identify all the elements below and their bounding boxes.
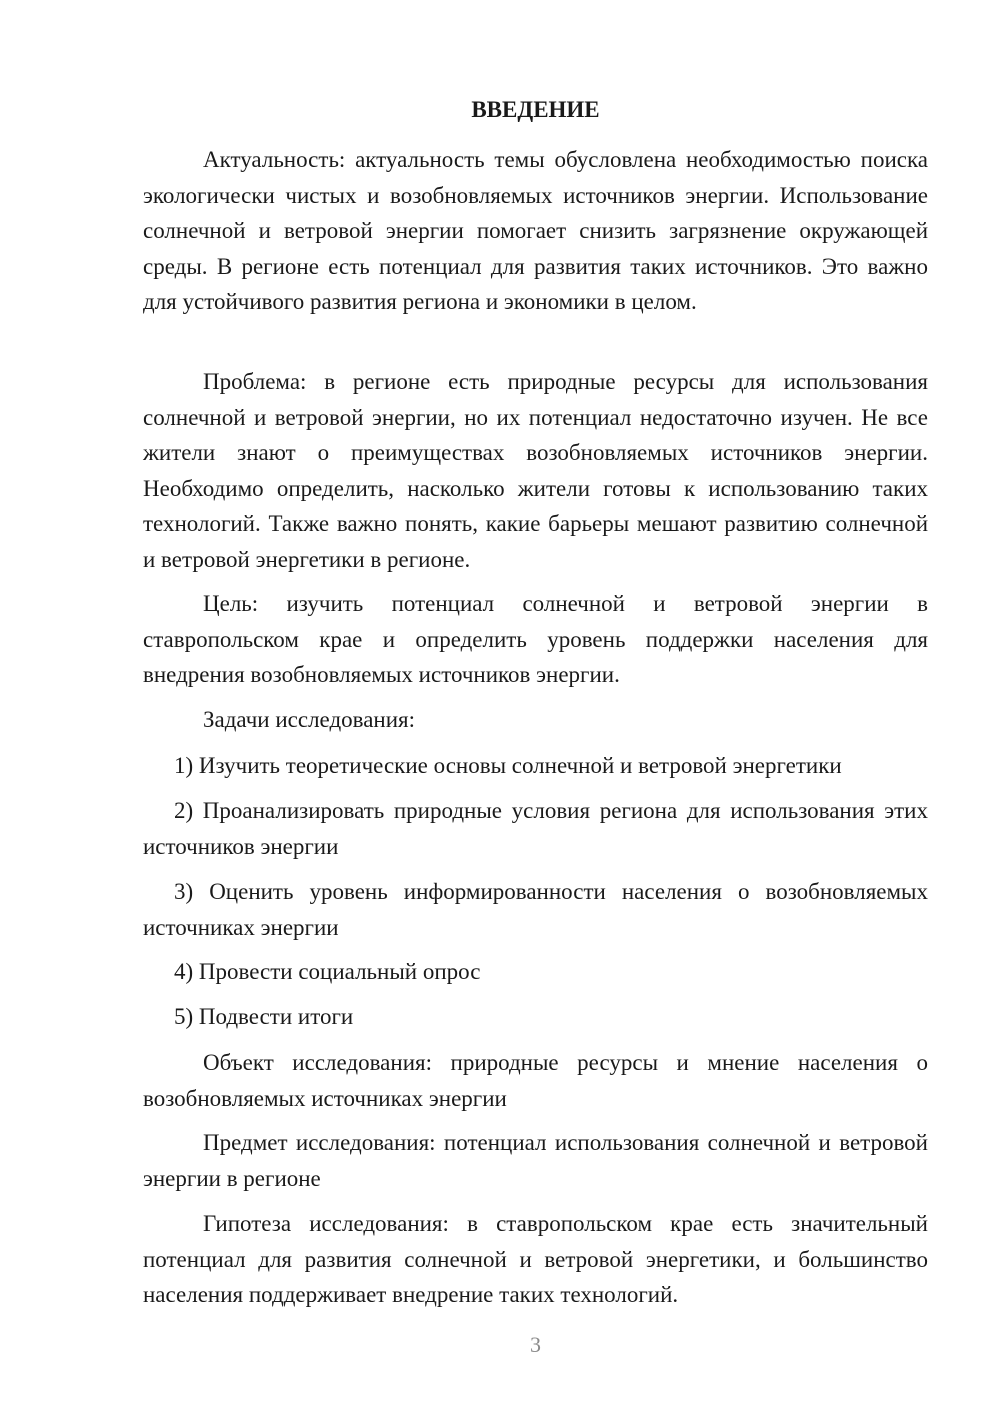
- paragraph-subject: Предмет исследования: потенциал использования солнечной и ветровой энергии в регионе: [143, 1130, 928, 1191]
- paragraph-tasks-heading: Задачи исследования:: [203, 707, 416, 732]
- paragraph-object: Объект исследования: природные ресурсы и мнение населения о возобновляемых источниках энергии: [143, 1050, 928, 1111]
- document-page: [143, 0, 928, 1414]
- page-title: ВВЕДЕНИЕ: [471, 97, 600, 122]
- task-item-3: 3) Оценить уровень информированности населения о возобновляемых источниках энергии: [143, 879, 928, 940]
- task-item-5: 5) Подвести итоги: [174, 1004, 354, 1029]
- paragraph-goal: Цель: изучить потенциал солнечной и ветровой энергии в ставропольском крае и определить уровень поддержки населения для внедрения возобновляемых источников энергии.: [143, 591, 928, 687]
- paragraph-hypothesis: Гипотеза исследования: в ставропольском крае есть значительный потенциал для развития солнечной и ветровой энергетики, и большинство населения поддерживает внедрение таких технологий.: [143, 1211, 928, 1307]
- task-item-1: 1) Изучить теоретические основы солнечной и ветровой энергетики: [174, 753, 842, 778]
- task-item-2: 2) Проанализировать природные условия региона для использования этих источников энергии: [143, 798, 928, 859]
- paragraph-relevance: Актуальность: актуальность темы обусловлена необходимостью поиска экологически чистых и возобновляемых источников энергии. Использование солнечной и ветровой энергии помогает снизить загрязнение окружающей среды. В регионе есть потенциал для развития таких источников. Это важно для устойчивого развития региона и экономики в целом.: [143, 147, 928, 314]
- page-number: 3: [530, 1332, 541, 1357]
- paragraph-problem: Проблема: в регионе есть природные ресурсы для использования солнечной и ветровой энергии, но их потенциал недостаточно изучен. Не все жители знают о преимуществах возобновляемых источников энергии. Необходимо определить, насколько жители готовы к использованию таких технологий. Также важно понять, какие барьеры мешают развитию солнечной и ветровой энергетики в регионе.: [143, 369, 928, 572]
- task-item-4: 4) Провести социальный опрос: [174, 959, 481, 984]
